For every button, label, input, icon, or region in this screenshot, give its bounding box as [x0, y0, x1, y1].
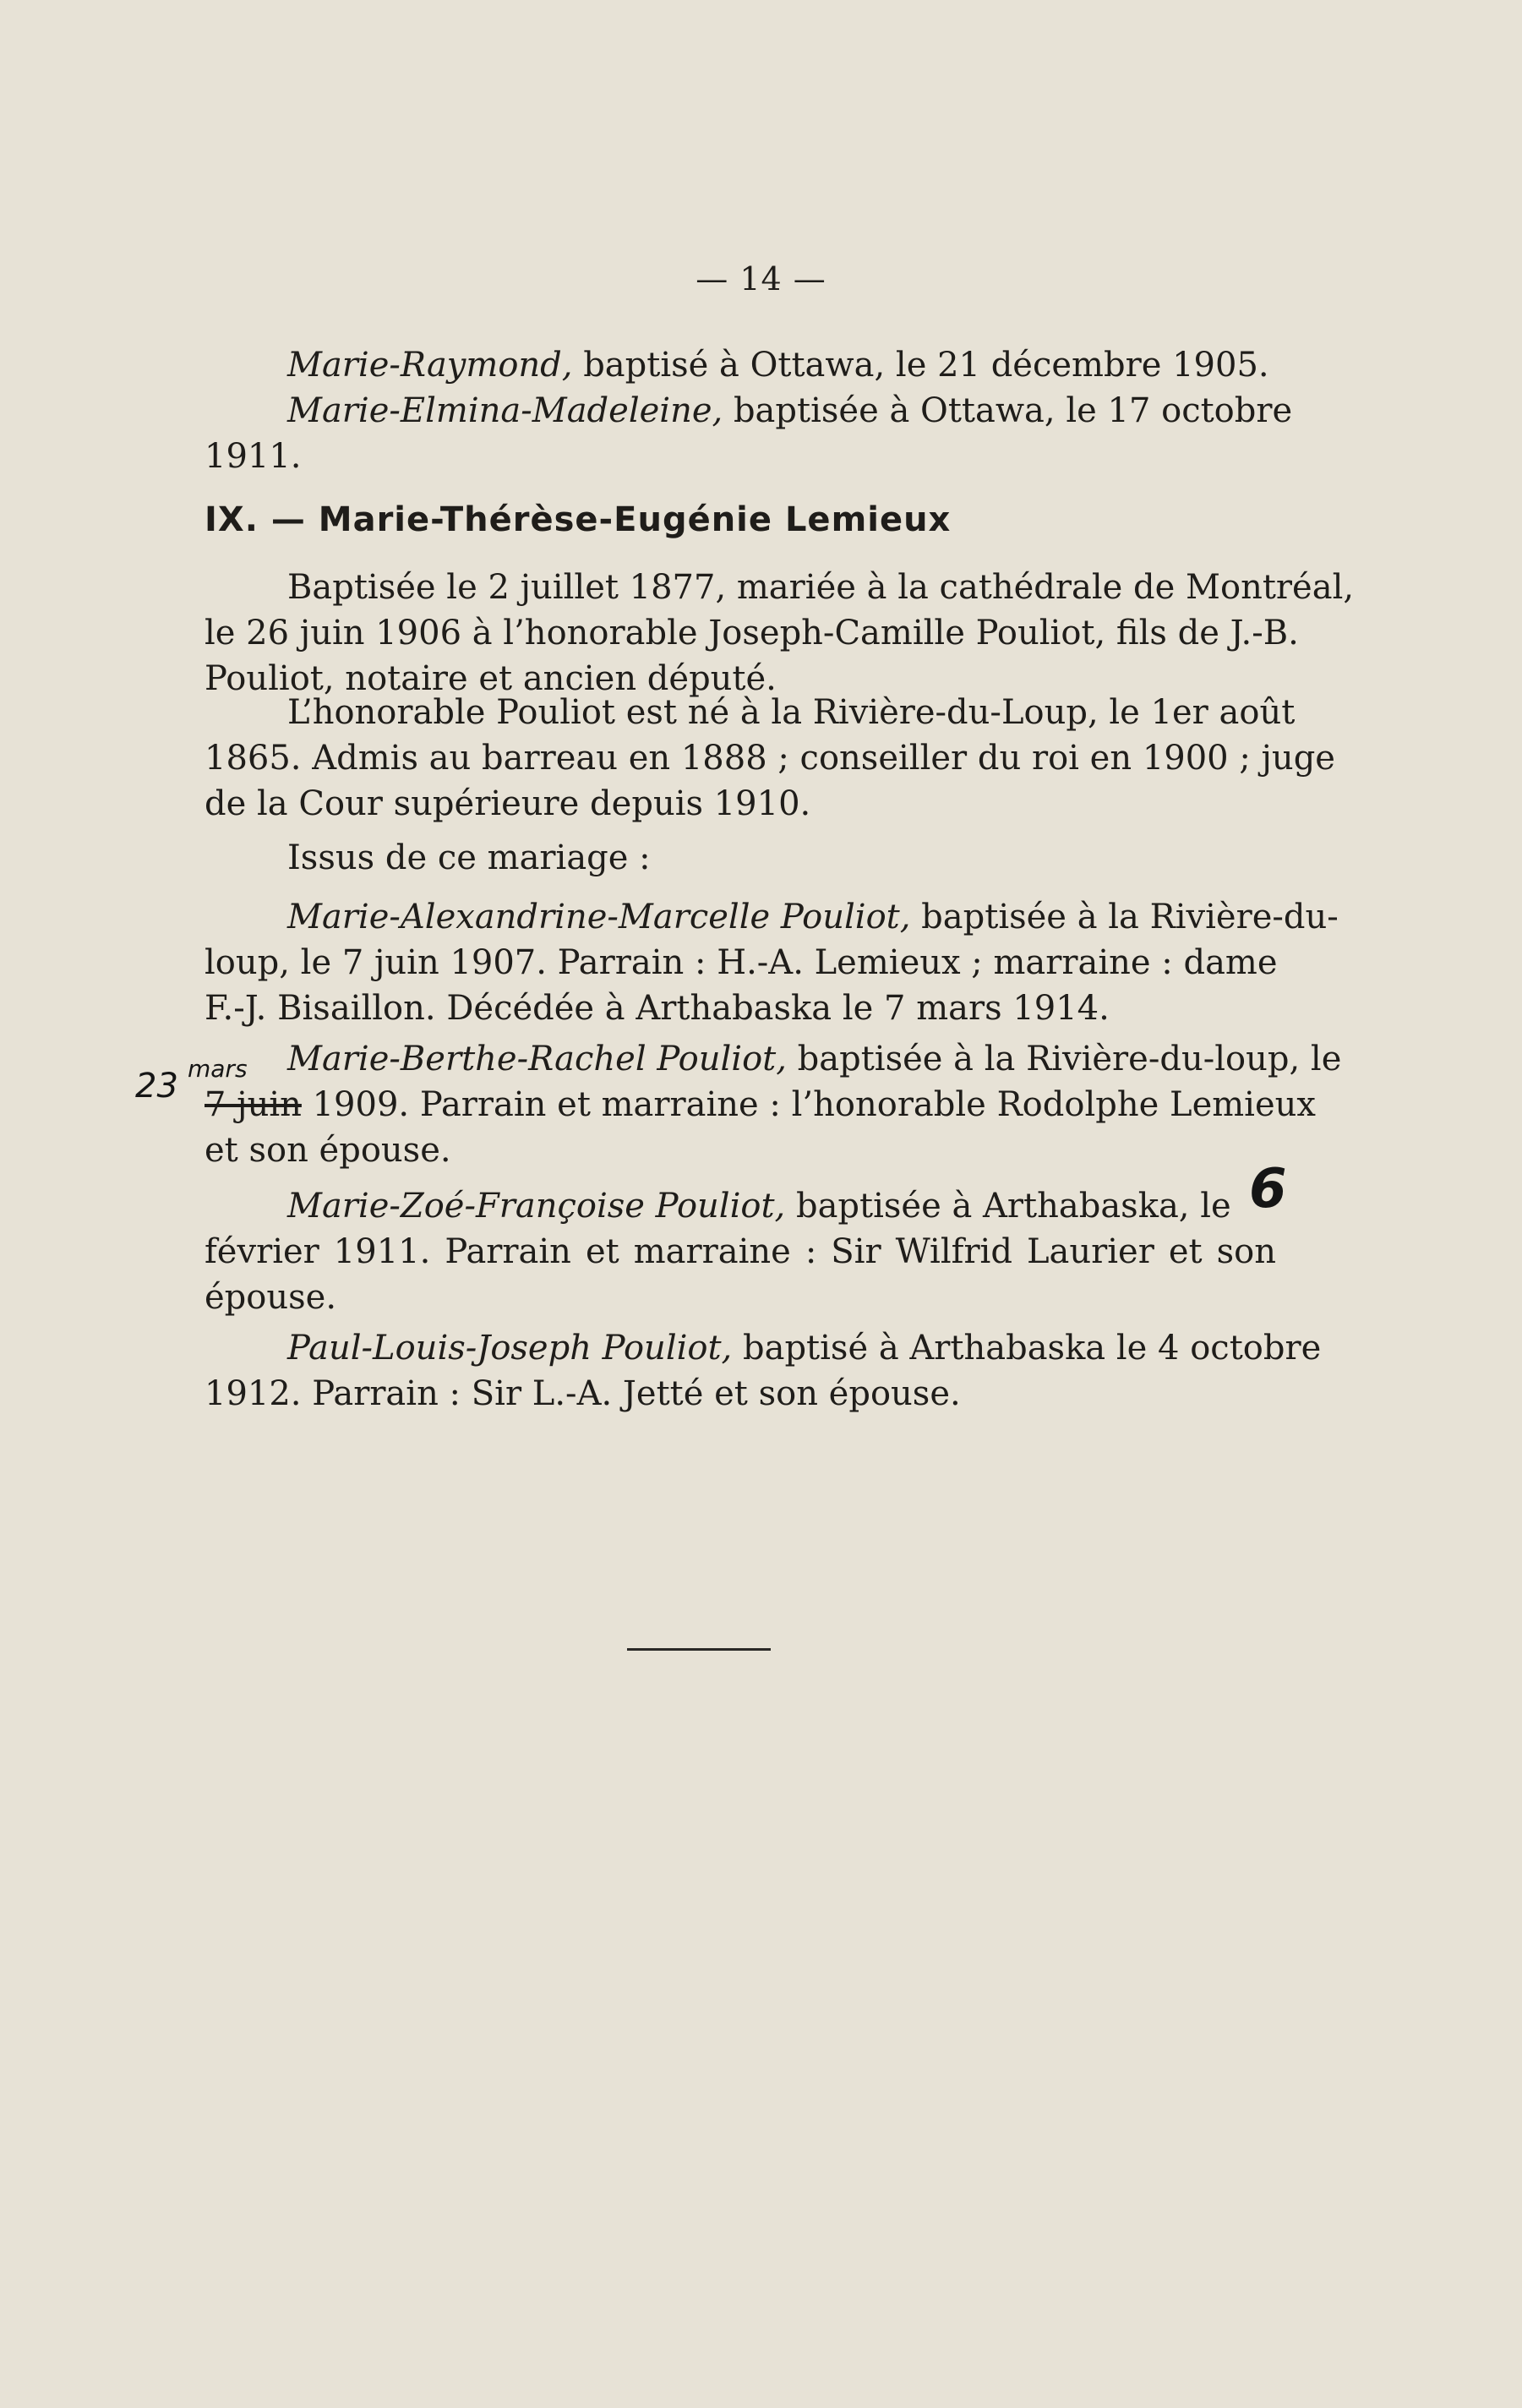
section-heading: IX. — Marie-Thérèse-Eugénie Lemieux: [205, 500, 952, 539]
section-viii-tail: Marie-Raymond, baptisé à Ottawa, le 21 décembre 1905. Marie-Elmina-Madeleine, baptisée à Ottawa, le 17 octobre 1911.: [205, 346, 1293, 476]
child-entry: Marie-Alexandrine-Marcelle Pouliot, baptisée à la Rivière-du- loup, le 7 juin 1907. Parrain : H.-A. Lemieux ; marraine : dame F.-J. Bisaillon. Décédée à Arthabaska le 7 mars 1914.: [205, 898, 1339, 1028]
child-name: Paul-Louis-Joseph Pouliot,: [287, 1329, 733, 1368]
child-entry: Marie-Zoé-Françoise Pouliot, baptisée à Arthabaska, le février 1911. Parrain et marraine : Sir Wilfrid Laurier et son épouse.: [205, 1187, 1276, 1317]
bleed-through: [186, 1716, 1285, 1756]
child-name: Marie-Alexandrine-Marcelle Pouliot,: [287, 898, 911, 936]
handwritten-month: mars: [188, 1055, 248, 1083]
handwritten-day: 6: [1249, 1158, 1287, 1220]
child-entry: Paul-Louis-Joseph Pouliot, baptisé à Arthabaska le 4 octobre 1912. Parrain : Sir L.-A. Jetté et son épouse.: [205, 1329, 1322, 1413]
child-entry: Marie-Berthe-Rachel Pouliot, baptisée à la Rivière-du-loup, le 7 juin 1909. Parrain et marraine : l’honorable Rodolphe Lemieux et son épouse.: [205, 1040, 1342, 1170]
child-name: Marie-Elmina-Madeleine,: [287, 391, 723, 430]
page-number: — 14 —: [696, 260, 826, 298]
struck-date: 7 juin: [205, 1085, 302, 1124]
child-name: Marie-Zoé-Françoise Pouliot,: [287, 1187, 786, 1226]
child-name: Marie-Berthe-Rachel Pouliot,: [287, 1040, 787, 1078]
paragraph-career: L’honorable Pouliot est né à la Rivière-du-Loup, le 1er août 1865. Admis au barreau en 1888 ; conseiller du roi en 1900 ; juge de la Cour supérieure depuis 1910.: [205, 693, 1335, 823]
end-rule: [627, 1648, 771, 1651]
child-name: Marie-Raymond,: [287, 346, 573, 385]
paragraph-baptism: Baptisée le 2 juillet 1877, mariée à la cathédrale de Montréal, le 26 juin 1906 à l’honorable Joseph-Camille Pouliot, fils de J.-B. Pouliot, notaire et ancien député.: [205, 568, 1355, 698]
handwritten-day: 23: [135, 1067, 178, 1106]
issus-line: Issus de ce mariage :: [287, 838, 651, 877]
